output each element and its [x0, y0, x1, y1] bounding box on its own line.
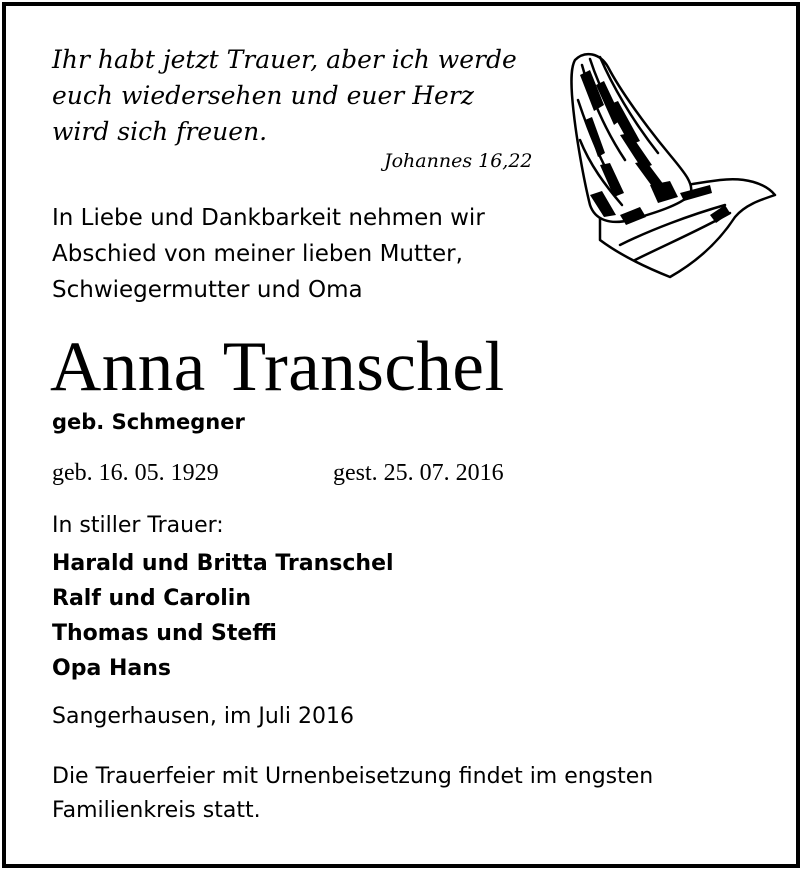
- bible-verse: [52, 42, 517, 150]
- maiden-name: geb. Schmegner: [52, 410, 245, 434]
- mourners-label: In stiller Trauer:: [52, 513, 224, 538]
- mourners-list: [52, 546, 394, 686]
- mourner-name: Thomas und Steffi: [52, 621, 277, 646]
- notice-line: Familienkreis statt.: [52, 798, 261, 823]
- notice-line: Die Trauerfeier mit Urnenbeisetzung findet im engsten: [52, 764, 654, 789]
- birth-date: geb. 16. 05. 1929: [52, 460, 219, 486]
- intro-line: Schwiegermutter und Oma: [52, 277, 363, 303]
- funeral-notice: [52, 760, 653, 828]
- mourner-name: Harald und Britta Transchel: [52, 551, 394, 576]
- verse-line: euch wiedersehen und euer Herz: [52, 81, 474, 110]
- intro-text: [52, 200, 485, 308]
- mourner-name: Ralf und Carolin: [52, 586, 251, 611]
- place-date: Sangerhausen, im Juli 2016: [52, 704, 355, 729]
- mourner-name: Opa Hans: [52, 656, 171, 681]
- intro-line: Abschied von meiner lieben Mutter,: [52, 241, 463, 267]
- death-date: gest. 25. 07. 2016: [333, 460, 504, 486]
- deceased-name: Anna Transchel: [50, 328, 505, 406]
- praying-hands-icon: [560, 45, 780, 285]
- verse-reference: Johannes 16,22: [384, 150, 533, 172]
- verse-line: Ihr habt jetzt Trauer, aber ich werde: [52, 45, 517, 74]
- verse-line: wird sich freuen.: [52, 117, 268, 146]
- intro-line: In Liebe und Dankbarkeit nehmen wir: [52, 205, 485, 231]
